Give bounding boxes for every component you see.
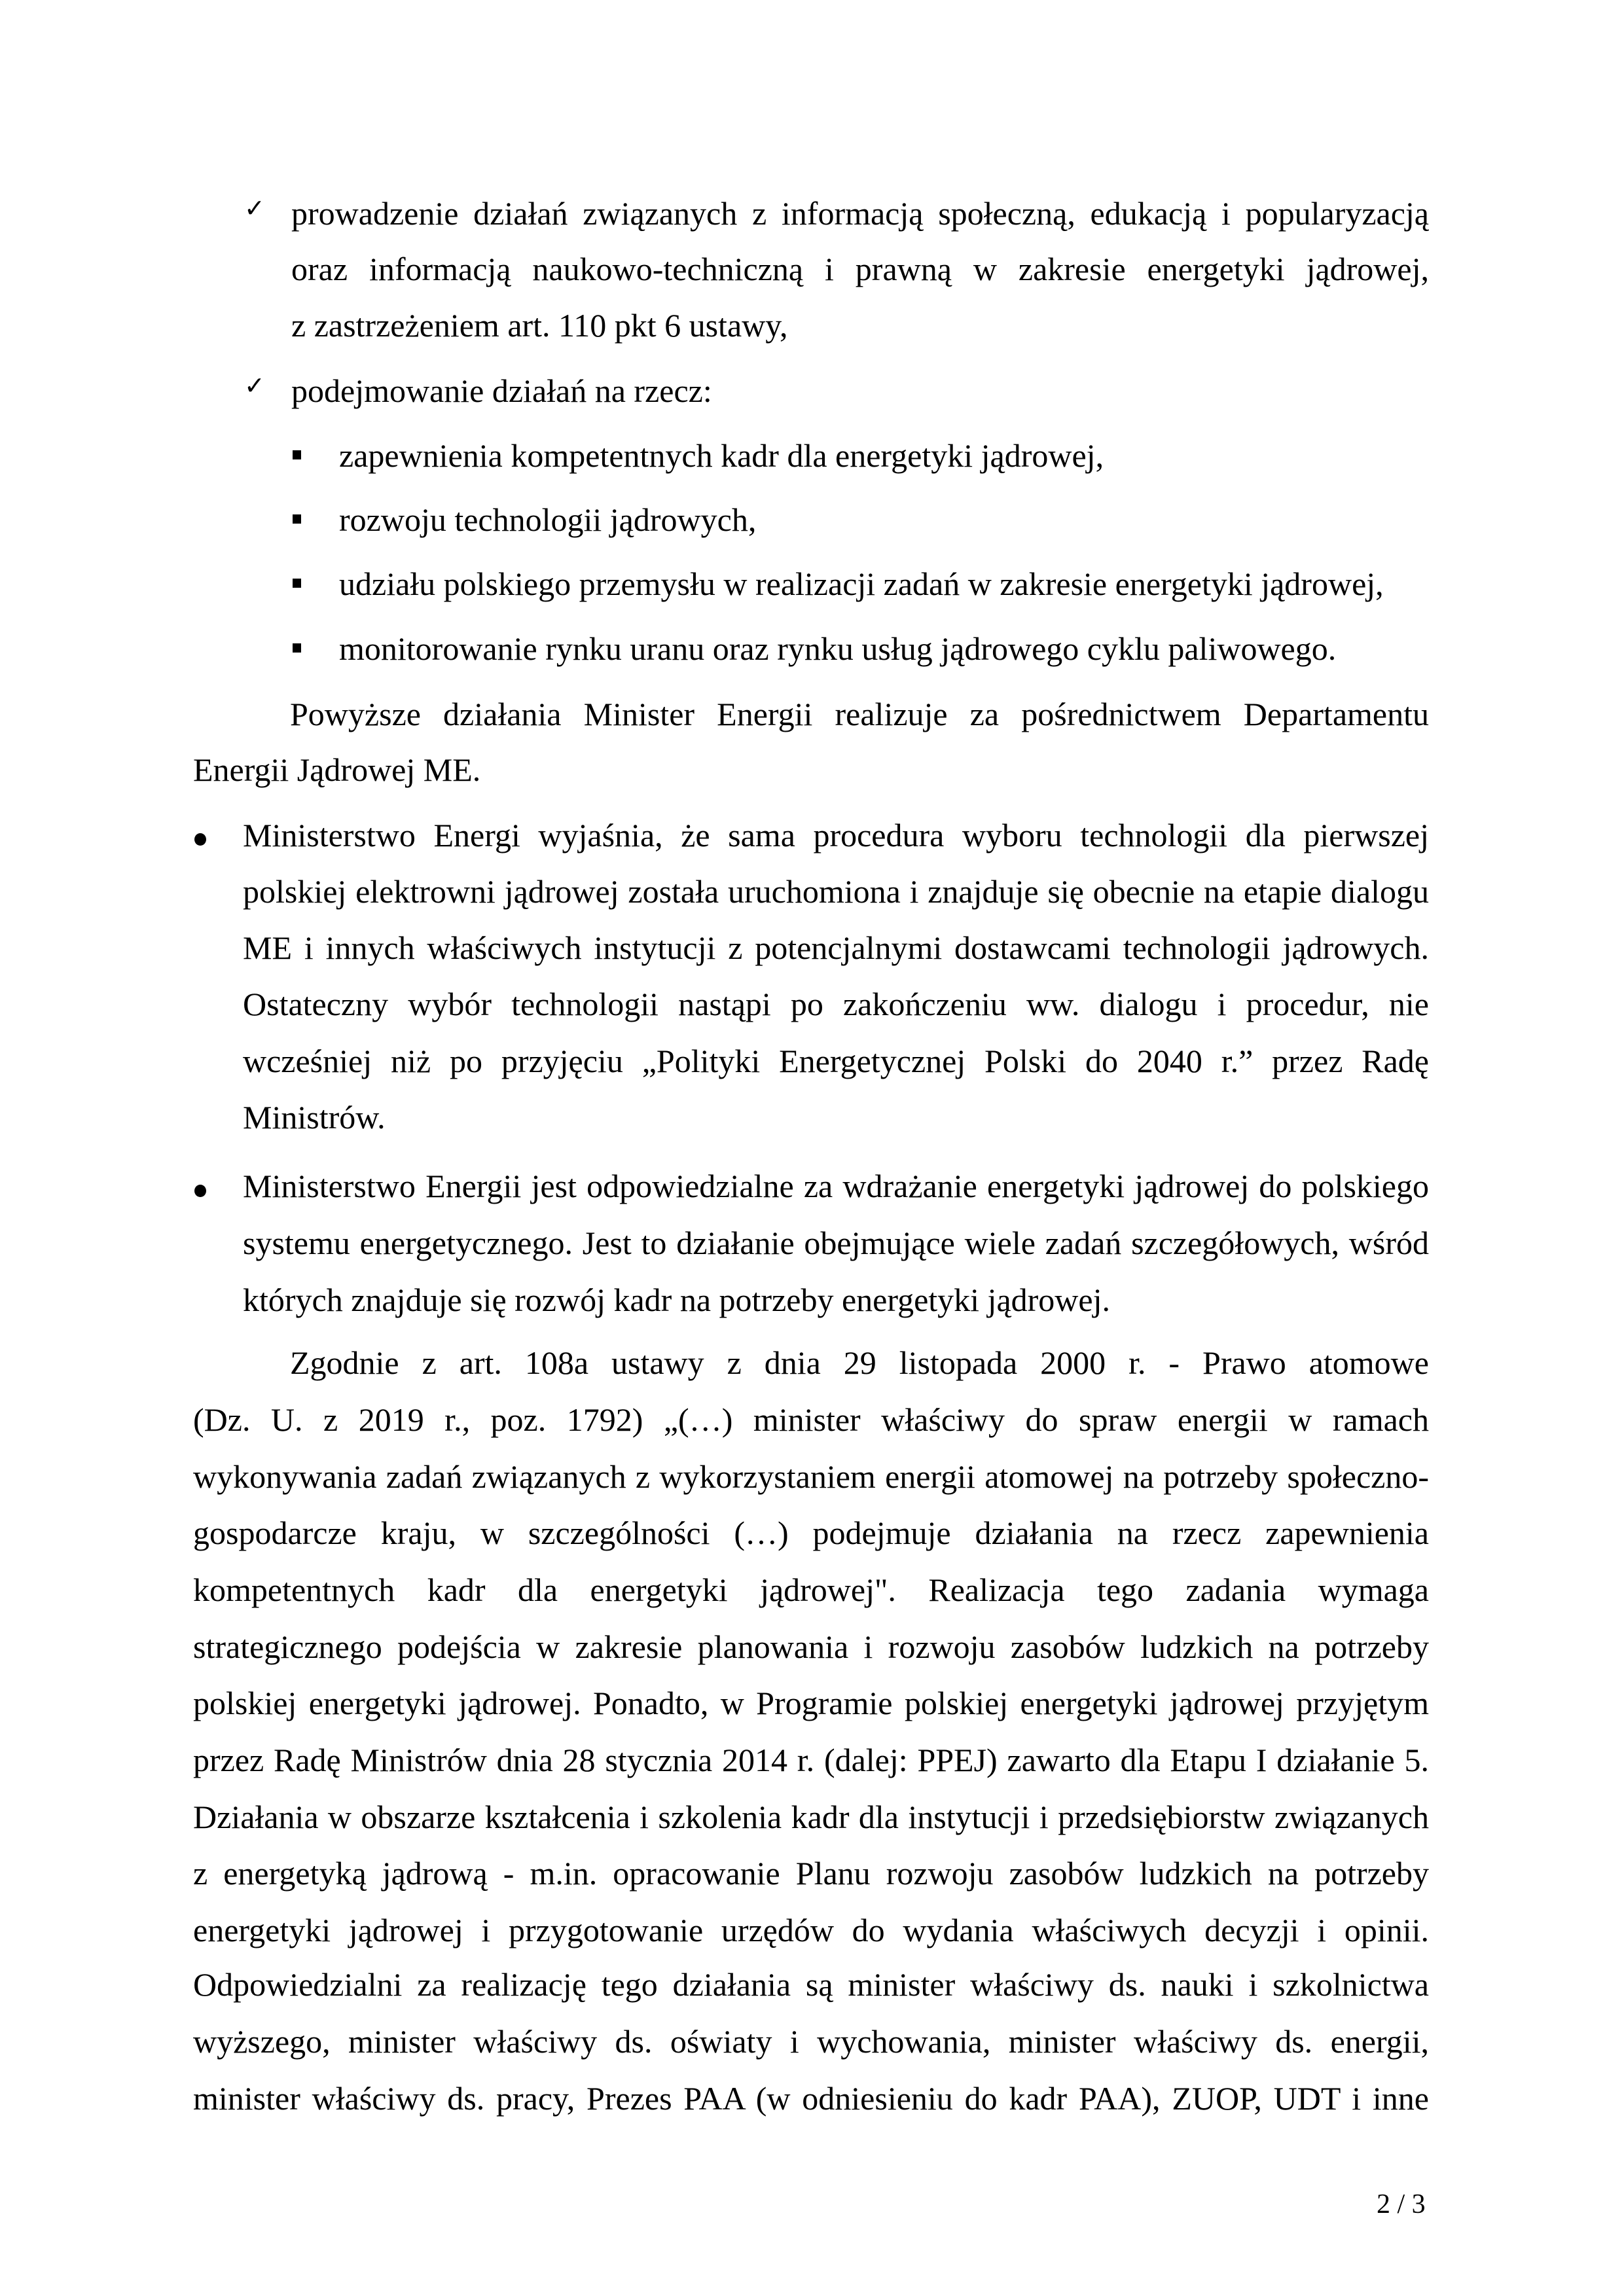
bullet-line: polskiej elektrowni jądrowej została uruchomiona i znajduje się obecnie na etapie dialogu (243, 873, 1429, 910)
paragraph-line: gospodarcze kraju, w szczególności (…) podejmuje działania na rzecz zapewnienia (193, 1515, 1429, 1551)
bullet-line: wcześniej niż po przyjęciu „Polityki Energetycznej Polski do 2040 r.” przez Radę (243, 1043, 1429, 1079)
bullet-line: Ministerstwo Energi wyjaśnia, że sama procedura wyboru technologii dla pierwszej (243, 817, 1429, 853)
page-number: 2 / 3 (1377, 2189, 1426, 2219)
paragraph-line: minister właściwy ds. pracy, Prezes PAA (w odniesieniu do kadr PAA), ZUOP, UDT i inne (193, 2080, 1429, 2117)
paragraph-line: kompetentnych kadr dla energetyki jądrowej". Realizacja tego zadania wymaga (193, 1571, 1429, 1608)
checklist-item-line: z zastrzeżeniem art. 110 pkt 6 ustawy, (291, 307, 788, 344)
paragraph-line: Odpowiedzialni za realizację tego działania są minister właściwy ds. nauki i szkolnictwa (193, 1966, 1429, 2003)
paragraph-line: wykonywania zadań związanych z wykorzystaniem energii atomowej na potrzeby społeczno- (193, 1458, 1429, 1495)
bullet-line: Ministrów. (243, 1099, 386, 1136)
paragraph-line: energetyki jądrowej i przygotowanie urzędów do wydania właściwych decyzji i opinii. (193, 1912, 1429, 1948)
subitem-line: zapewnienia kompetentnych kadr dla energetyki jądrowej, (339, 437, 1104, 474)
paragraph-line: wyższego, minister właściwy ds. oświaty i wychowania, minister właściwy ds. energii, (193, 2023, 1429, 2060)
paragraph-line: Działania w obszarze kształcenia i szkolenia kadr dla instytucji i przedsiębiorstw związanych (193, 1799, 1429, 1835)
paragraph-line: Powyższe działania Minister Energii realizuje za pośrednictwem Departamentu (290, 696, 1429, 732)
paragraph-line: z energetyką jądrową - m.in. opracowanie Planu rozwoju zasobów ludzkich na potrzeby (193, 1855, 1429, 1892)
bullet-line: ME i innych właściwych instytucji z potencjalnymi dostawcami technologii jądrowych. (243, 929, 1429, 966)
checklist-item-line: podejmowanie działań na rzecz: (291, 372, 712, 409)
paragraph-line: przez Radę Ministrów dnia 28 stycznia 2014 r. (dalej: PPEJ) zawarto dla Etapu I działanie 5. (193, 1742, 1429, 1778)
bullet-line: systemu energetycznego. Jest to działanie obejmujące wiele zadań szczegółowych, wśród (243, 1225, 1429, 1261)
square-bullet-icon (293, 450, 301, 459)
subitem-line: monitorowanie rynku uranu oraz rynku usług jądrowego cyklu paliwowego. (339, 630, 1337, 667)
square-bullet-icon (293, 579, 301, 588)
checklist-item-line: oraz informacją naukowo-techniczną i prawną w zakresie energetyki jądrowej, (291, 251, 1429, 287)
bullet-line: Ministerstwo Energii jest odpowiedzialne za wdrażanie energetyki jądrowej do polskiego (243, 1168, 1429, 1204)
paragraph-line: Zgodnie z art. 108a ustawy z dnia 29 listopada 2000 r. - Prawo atomowe (290, 1344, 1429, 1381)
checkmark-icon: ✓ (244, 371, 265, 400)
square-bullet-icon (293, 643, 301, 653)
paragraph-line: Energii Jądrowej ME. (193, 751, 481, 788)
round-bullet-icon (194, 833, 206, 846)
bullet-line: Ostateczny wybór technologii nastąpi po zakończeniu ww. dialogu i procedur, nie (243, 986, 1429, 1022)
subitem-line: rozwoju technologii jądrowych, (339, 501, 757, 538)
subitem-line: udziału polskiego przemysłu w realizacji zadań w zakresie energetyki jądrowej, (339, 565, 1384, 602)
checkmark-icon: ✓ (244, 194, 265, 223)
round-bullet-icon (194, 1185, 206, 1197)
paragraph-line: polskiej energetyki jądrowej. Ponadto, w Programie polskiej energetyki jądrowej przyjętym (193, 1685, 1429, 1721)
bullet-line: których znajduje się rozwój kadr na potrzeby energetyki jądrowej. (243, 1282, 1110, 1318)
paragraph-line: strategicznego podejścia w zakresie planowania i rozwoju zasobów ludzkich na potrzeby (193, 1628, 1429, 1665)
paragraph-line: (Dz. U. z 2019 r., poz. 1792) „(…) minister właściwy do spraw energii w ramach (193, 1401, 1429, 1438)
checklist-item-line: prowadzenie działań związanych z informacją społeczną, edukacją i popularyzacją (291, 195, 1429, 232)
square-bullet-icon (293, 514, 301, 524)
